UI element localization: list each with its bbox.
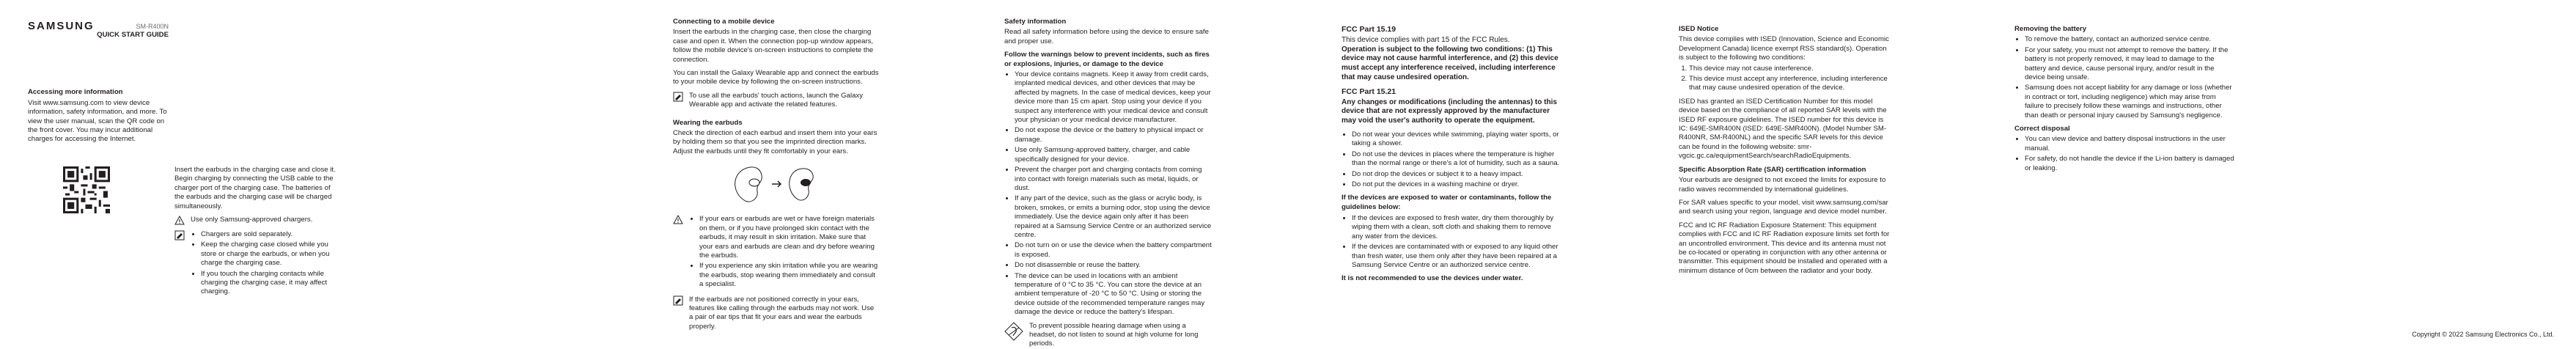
approved-charger-text: Use only Samsung-approved chargers. xyxy=(191,216,313,224)
sar-heading: Specific Absorption Rate (SAR) certification information xyxy=(1679,165,1866,174)
safety-bullet: • Use only Samsung-approved battery, charger, and cable specifically designed for your device. xyxy=(1015,146,1213,164)
earbud-illustration xyxy=(725,162,828,207)
safety-bullet: • Prevent the charger port and charging contacts from coming into contact with foreign materials such as metal, liquids, or dust. xyxy=(1015,166,1213,193)
battery-heading: Removing the battery xyxy=(2014,25,2087,33)
charging-intro: Insert the earbuds in the charging case and close it. Begin charging by connecting the USB cable to the charger port of the charging case. The batteries of the earbuds and the charging case will be charged simultaneously. xyxy=(174,166,336,210)
hearing-note-text: To prevent possible hearing damage when using a headset, do not listen to sound at high volume for long periods. xyxy=(1029,321,1199,348)
ised-p2: ISED has granted an ISED Certification Number for this model device based on the compliance of all reported SAR levels with the ISED RF exposure guidelines. The ISED number for this device is IC: 649E-SMR400N (ISED: 649E-SMR400N). (Model Number SM-R400NR, SM-R400NL) and the specific SAR levels for this device can be found in the following website: smr-vgcic.gc.ca/equipmentSearch/searchRadioEquipments. xyxy=(1679,97,1887,161)
water-heading: If the devices are exposed to water or contaminants, follow the guidelines below: xyxy=(1342,194,1552,212)
sar-p1: Your earbuds are designed to not exceed the limits for exposure to radio waves recommended by international guidelines. xyxy=(1679,176,1886,194)
disposal-heading: Correct disposal xyxy=(2014,125,2070,133)
qr-code[interactable] xyxy=(63,166,110,213)
safety-heading: Safety information xyxy=(1004,18,1067,26)
fcc-panel xyxy=(1342,0,1561,347)
charging-bullet: • Chargers are sold separately. xyxy=(201,230,336,239)
fcc-1519-heading: FCC Part 15.19 xyxy=(1342,25,1396,34)
charging-panel xyxy=(172,0,336,347)
note-icon xyxy=(673,295,683,306)
wearing-bullet: • If your ears or earbuds are wet or have foreign materials on them, or if you have prolonged skin contact with the earbuds, it may result in skin irritation. Make sure that your ears and earbuds are clean and dry before wearing the earbuds. xyxy=(699,215,880,260)
hearing-note xyxy=(1004,322,1213,349)
water-bullet: • If the devices are contaminated with or exposed to any liquid other than fresh water, use them only after they have been repaired at a Samsung Service Centre or an authorized service centre. xyxy=(1352,243,1561,270)
charging-notes xyxy=(174,230,336,298)
wearing-bullet: • If you experience any skin irritation while you are wearing the earbuds, stop wearing them immediately and consult a specialist. xyxy=(699,262,880,289)
connecting-note-text: To use all the earbuds' touch actions, launch the Galaxy Wearable app and activate the related features. xyxy=(689,91,864,109)
hearing-damage-icon xyxy=(1004,322,1023,341)
fcc-bullet: • Do not drop the devices or subject it to a heavy impact. xyxy=(1352,170,1561,179)
battery-bullet: • Samsung does not accept liability for any damage or loss (whether in contract or tort, including negligence) which may arise from failure to precisely follow these warnings and instructions, other than death or personal injury caused by Samsung's negligence. xyxy=(2025,84,2234,120)
battery-panel xyxy=(2014,0,2234,347)
connecting-note xyxy=(673,92,880,110)
safety-bullet: • Do not disassemble or reuse the battery. xyxy=(1015,261,1213,270)
connecting-panel xyxy=(673,0,880,347)
wearing-note xyxy=(673,295,880,332)
fcc-1521-heading: FCC Part 15.21 xyxy=(1342,87,1396,96)
safety-bullet: • The device can be used in locations with an ambient temperature of 0 °C to 35 °C. You can store the device at an ambient temperature of -20 °C to 50 °C. Using or storing the device outside of the recommended temperature ranges may damage the device or reduce the battery's lifespan. xyxy=(1015,272,1213,317)
brand-logo: SAMSUNG xyxy=(28,20,95,32)
fcc-bullet: • Do not put the devices in a washing machine or dryer. xyxy=(1352,180,1561,189)
sar-p3: FCC and IC RF Radiation Exposure Statement: This equipment complies with FCC and IC RF Radiation exposure limits set forth for an uncontrolled environment. This device and its antenna must not be co-located or operating in conjunction with any other antenna or transmitter. This equipment should be installed and operated with a minimum distance of 0cm between the radiator and your body. xyxy=(1679,221,1890,275)
connecting-p2: You can install the Galaxy Wearable app and connect the earbuds to your mobile device by following the on-screen instructions. xyxy=(673,69,879,87)
connecting-p1: Insert the earbuds in the charging case, then close the charging case and open it. When the connection pop-up window appears, follow the mobile device's on-screen instructions to complete the connection. xyxy=(673,28,874,64)
model-number: SM-R400N xyxy=(136,23,169,30)
sar-p2: For SAR values specific to your model, visit www.samsung.com/sar and search using your region, language and device model number. xyxy=(1679,198,1888,216)
wearing-heading: Wearing the earbuds xyxy=(673,118,743,127)
wearing-p1: Check the direction of each earbud and insert them into your ears by holding them so that you see the imprinted direction marks. Adjust the earbuds until they fit comfortably in your ears. xyxy=(673,129,877,155)
safety-panel xyxy=(1004,0,1213,347)
safety-bullet: • Do not expose the device or the battery to physical impact or damage. xyxy=(1015,126,1213,144)
note-icon xyxy=(673,92,683,102)
battery-bullet: • To remove the battery, contact an authorized service centre. xyxy=(2025,35,2234,44)
ised-p1: This device complies with ISED (Innovation, Science and Economic Development Canada) licence exempt RSS standard(s). Operation is subject to the following two conditions: xyxy=(1679,35,1889,62)
fcc-bullet: • Do not use the devices in places where the temperature is higher than the normal range or there's a lot of humidity, such as a sauna. xyxy=(1352,150,1561,169)
wearing-bullets-note xyxy=(673,215,880,290)
charging-bullet: • If you touch the charging contacts while charging the charging case, it may affect charging. xyxy=(201,270,336,297)
warning-icon xyxy=(673,215,683,225)
water-bullet: • If the devices are exposed to fresh water, dry them thoroughly by wiping them with a clean, soft cloth and shaking them to remove any water from the devices. xyxy=(1352,214,1561,241)
manual-text: Visit www.samsung.com to view device information, safety information, and more. To view the user manual, scan the QR code on the front cover. You may incur additional charges for accessing the Internet. xyxy=(28,98,167,144)
approved-charger-note xyxy=(174,216,336,226)
fcc-bullet: • Do not wear your devices while swimming, playing water sports, or taking a shower. xyxy=(1352,131,1561,149)
ised-condition: 1. This device may not cause interference. xyxy=(1689,65,1891,73)
copyright: Copyright © 2022 Samsung Electronics Co., Ltd. xyxy=(2412,331,2554,338)
wearing-note-text: If the earbuds are not positioned correctly in your ears, features like calling through the earbuds may not work. Use a pair of ear tips that fit your ears and wear the earbuds properly. xyxy=(689,295,875,331)
underwater-note: It is not recommended to use the devices under water. xyxy=(1342,274,1523,283)
safety-bullet: • If any part of the device, such as the glass or acrylic body, is broken, smokes, or emits a burning odor, stop using the device immediately. Use the device again only after it has been repaired at a Samsung Service Centre or an authorized service centre. xyxy=(1015,194,1213,240)
ised-panel xyxy=(1679,0,1891,347)
disposal-bullet: • For safety, do not handle the device if the Li-ion battery is damaged or leaking. xyxy=(2025,155,2234,173)
connecting-heading: Connecting to a mobile device xyxy=(673,18,775,26)
disposal-bullet: • You can view device and battery disposal instructions in the user manual. xyxy=(2025,135,2234,153)
safety-bullet: • Do not turn on or use the device when the battery compartment is exposed. xyxy=(1015,241,1213,260)
charging-bullet: • Keep the charging case closed while you store or charge the earbuds, or when you charge the charging case. xyxy=(201,240,336,268)
fcc-1521-text: Any changes or modifications (including the antennas) to this device that are not expressly approved by the manufacturer may void the user's authority to operate the equipment. xyxy=(1342,98,1557,125)
warning-icon xyxy=(174,216,185,226)
safety-warn-heading: Follow the warnings below to prevent incidents, such as fires or explosions, injuries, or damage to the device xyxy=(1004,51,1210,68)
guide-title: QUICK START GUIDE xyxy=(97,31,169,39)
manual-heading: Accessing more information xyxy=(28,88,123,97)
safety-bullet: • Your device contains magnets. Keep it away from credit cards, implanted medical devices, and other devices that may be affected by magnets. In the case of medical devices, keep your device more than 15 cm apart. Stop using your device if you suspect any interference with your medical device and consult your physician or your medical device manufacturer. xyxy=(1015,70,1213,125)
safety-intro: Read all safety information before using the device to ensure safe and proper use. xyxy=(1004,28,1209,45)
battery-bullet: • For your safety, you must not attempt to remove the battery. If the battery is not properly removed, it may lead to damage to the battery and device, cause personal injury, and/or result in the device being unsafe. xyxy=(2025,46,2234,83)
fcc-1519-text-b: Operation is subject to the following two conditions: (1) This device may not cause harmful interference, and (2) this device must accept any interference received, including interference that may cause undesired operation. xyxy=(1342,45,1559,81)
fcc-1519-text-a: This device complies with part 15 of the FCC Rules. xyxy=(1342,35,1510,44)
ised-condition: 2. This device must accept any interference, including interference that may cause undesired operation of the device. xyxy=(1689,75,1891,93)
cover-panel xyxy=(0,0,172,347)
note-icon xyxy=(174,230,185,240)
ised-heading: ISED Notice xyxy=(1679,25,1719,33)
